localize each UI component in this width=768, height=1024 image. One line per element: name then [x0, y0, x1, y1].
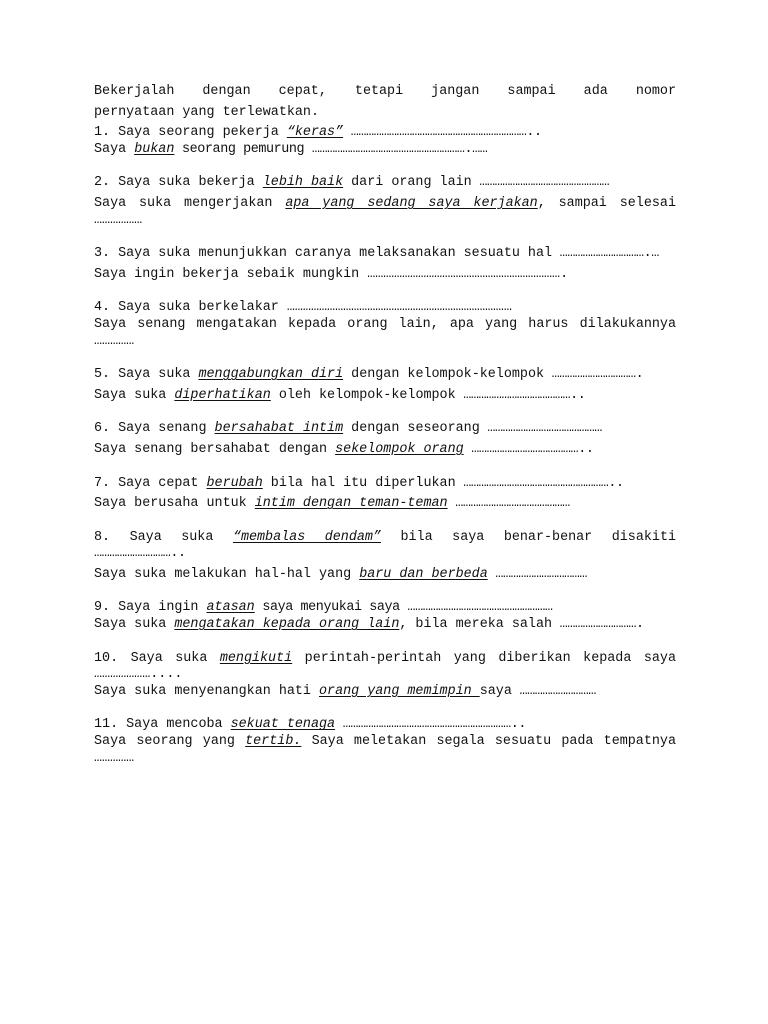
- answer-blank: ………………………………………: [479, 421, 602, 437]
- statement-text: dengan seseorang: [343, 421, 480, 437]
- answer-blank: ……………………………………..: [455, 387, 586, 403]
- statement-9b[interactable]: [94, 617, 676, 634]
- statement-text: Saya: [94, 141, 135, 157]
- statement-text: 8. Saya suka: [94, 529, 233, 545]
- keyword: menggabungkan diri: [198, 367, 344, 383]
- answer-blank: …………………………………………………………..: [335, 717, 526, 733]
- statement-text: 4. Saya suka berkelakar …………………………………………………………………………: [94, 300, 512, 316]
- statement-text: 7. Saya cepat: [94, 475, 207, 491]
- keyword: tertib.: [245, 734, 302, 750]
- intro-line-1: Bekerjalah dengan cepat, tetapi jangan sampai ada nomor: [94, 84, 676, 99]
- statement-text: 10. Saya suka: [94, 650, 220, 666]
- keyword: sekelompok orang: [335, 441, 464, 457]
- keyword: mengatakan kepada orang lain: [174, 617, 400, 633]
- keyword: bukan: [134, 141, 175, 157]
- statement-6b[interactable]: [94, 442, 676, 459]
- statement-text: 2. Saya suka bekerja: [94, 175, 263, 191]
- answer-blank: …………………………….: [544, 367, 644, 383]
- keyword: sekuat tenaga: [230, 717, 336, 733]
- statement-pair-1: [94, 125, 676, 158]
- statement-3b[interactable]: [94, 267, 676, 284]
- keyword: lebih baik: [262, 175, 344, 191]
- answer-blank: seorang pemurung …………………………………………………….……: [174, 141, 488, 157]
- answer-blank: ……………………………………………………………..: [343, 125, 542, 141]
- statement-pair-4: [94, 300, 676, 350]
- statement-text: oleh kelompok-kelompok: [270, 387, 456, 403]
- answer-blank: ……………………………………………: [471, 175, 610, 191]
- statement-pair-6: [94, 421, 676, 458]
- statement-10b[interactable]: [94, 684, 676, 701]
- keyword: berubah: [206, 475, 263, 491]
- answer-blank: saya menyukai saya …………………………………………………: [254, 600, 553, 616]
- keyword: “keras”: [286, 125, 344, 141]
- statement-pair-9: [94, 600, 676, 633]
- answer-blank: …………………………………………………..: [455, 475, 624, 491]
- keyword: intim dengan teman-teman: [254, 496, 448, 512]
- statement-pair-11: [94, 717, 676, 767]
- statement-text: 3. Saya suka menunjukkan caranya melaksanakan sesuatu hal: [94, 246, 553, 262]
- statement-pair-10: [94, 651, 676, 701]
- statement-5a[interactable]: [94, 367, 676, 384]
- statement-text: 9. Saya ingin: [94, 600, 207, 616]
- statement-text: dari orang lain: [343, 175, 472, 191]
- statement-text: Saya suka menyenangkan hati: [94, 683, 319, 699]
- statement-1a[interactable]: [94, 125, 676, 142]
- answer-blank: ………………………………………: [447, 496, 570, 512]
- statement-3a[interactable]: [94, 246, 676, 263]
- statement-8b[interactable]: [94, 567, 676, 584]
- statement-text: Saya senang bersahabat dengan: [94, 441, 336, 457]
- intro-line-2: pernyataan yang terlewatkan.: [94, 104, 319, 120]
- keyword: bersahabat intim: [214, 421, 344, 437]
- statement-11b[interactable]: [94, 734, 676, 767]
- statement-10a[interactable]: [94, 651, 676, 684]
- statement-text: 5. Saya suka: [94, 367, 199, 383]
- statement-9a[interactable]: [94, 600, 676, 617]
- statement-11a[interactable]: [94, 717, 676, 734]
- statement-pair-2: [94, 175, 676, 229]
- statement-text: , bila mereka salah: [399, 617, 553, 633]
- statement-text: bila saya benar-benar disakiti: [381, 529, 677, 545]
- statement-text: Saya suka melakukan hal-hal yang: [94, 566, 360, 582]
- statement-text: Saya senang mengatakan kepada orang lain, apa yang harus dilakukannya ……………: [94, 316, 676, 349]
- statement-pair-7: [94, 476, 676, 513]
- questionnaire-page: [94, 84, 676, 767]
- keyword: orang yang memimpin: [319, 683, 480, 699]
- statement-text: dengan kelompok-kelompok: [343, 367, 545, 383]
- answer-blank: …………………………: [511, 683, 596, 699]
- answer-blank: …………………………….…: [552, 246, 659, 262]
- statement-4a[interactable]: [94, 300, 676, 317]
- statement-8a[interactable]: [94, 530, 676, 563]
- statement-text: , sampai selesai ………………: [94, 195, 676, 228]
- statement-text: Saya berusaha untuk: [94, 496, 255, 512]
- statement-pair-8: [94, 530, 676, 584]
- statement-text: bila hal itu diperlukan: [262, 475, 456, 491]
- answer-blank: ………………………………: [487, 566, 588, 582]
- answer-blank: ……………………………………..: [463, 441, 594, 457]
- statement-text: perintah-perintah yang diberikan kepada saya …………………....: [94, 650, 677, 683]
- keyword: diperhatikan: [174, 387, 271, 403]
- statement-text: Saya suka: [94, 387, 175, 403]
- statement-text: Saya suka: [94, 617, 175, 633]
- statement-7b[interactable]: [94, 496, 676, 513]
- statement-text: 1. Saya seorang pekerja: [94, 125, 287, 141]
- statement-2b[interactable]: [94, 196, 676, 229]
- statement-text: Saya ingin bekerja sebaik mungkin ……………………………………………………………….: [94, 266, 569, 282]
- answer-blank: ………………………….: [552, 617, 644, 633]
- statement-4b[interactable]: [94, 317, 676, 350]
- statement-pair-5: [94, 367, 676, 404]
- statement-5b[interactable]: [94, 388, 676, 405]
- statement-pair-3: [94, 246, 676, 283]
- statement-2a[interactable]: [94, 175, 676, 192]
- statement-6a[interactable]: [94, 421, 676, 438]
- statement-text: Saya meletakan segala sesuatu pada tempatnya ……………: [94, 734, 676, 766]
- keyword: atasan: [206, 600, 255, 616]
- statement-text: 11. Saya mencoba: [94, 717, 231, 733]
- keyword: “membalas dendam”: [232, 529, 381, 545]
- statement-text: saya: [479, 683, 512, 699]
- statement-text: Saya suka mengerjakan: [94, 195, 286, 211]
- statement-7a[interactable]: [94, 476, 676, 493]
- keyword: apa yang sedang saya kerjakan: [285, 195, 538, 211]
- answer-blank: …………………………..: [94, 546, 186, 562]
- statement-text: Saya seorang yang: [94, 734, 246, 750]
- statement-text: 6. Saya senang: [94, 421, 215, 437]
- keyword: baru dan berbeda: [359, 566, 488, 582]
- statement-1b[interactable]: [94, 142, 676, 159]
- keyword: mengikuti: [219, 650, 293, 666]
